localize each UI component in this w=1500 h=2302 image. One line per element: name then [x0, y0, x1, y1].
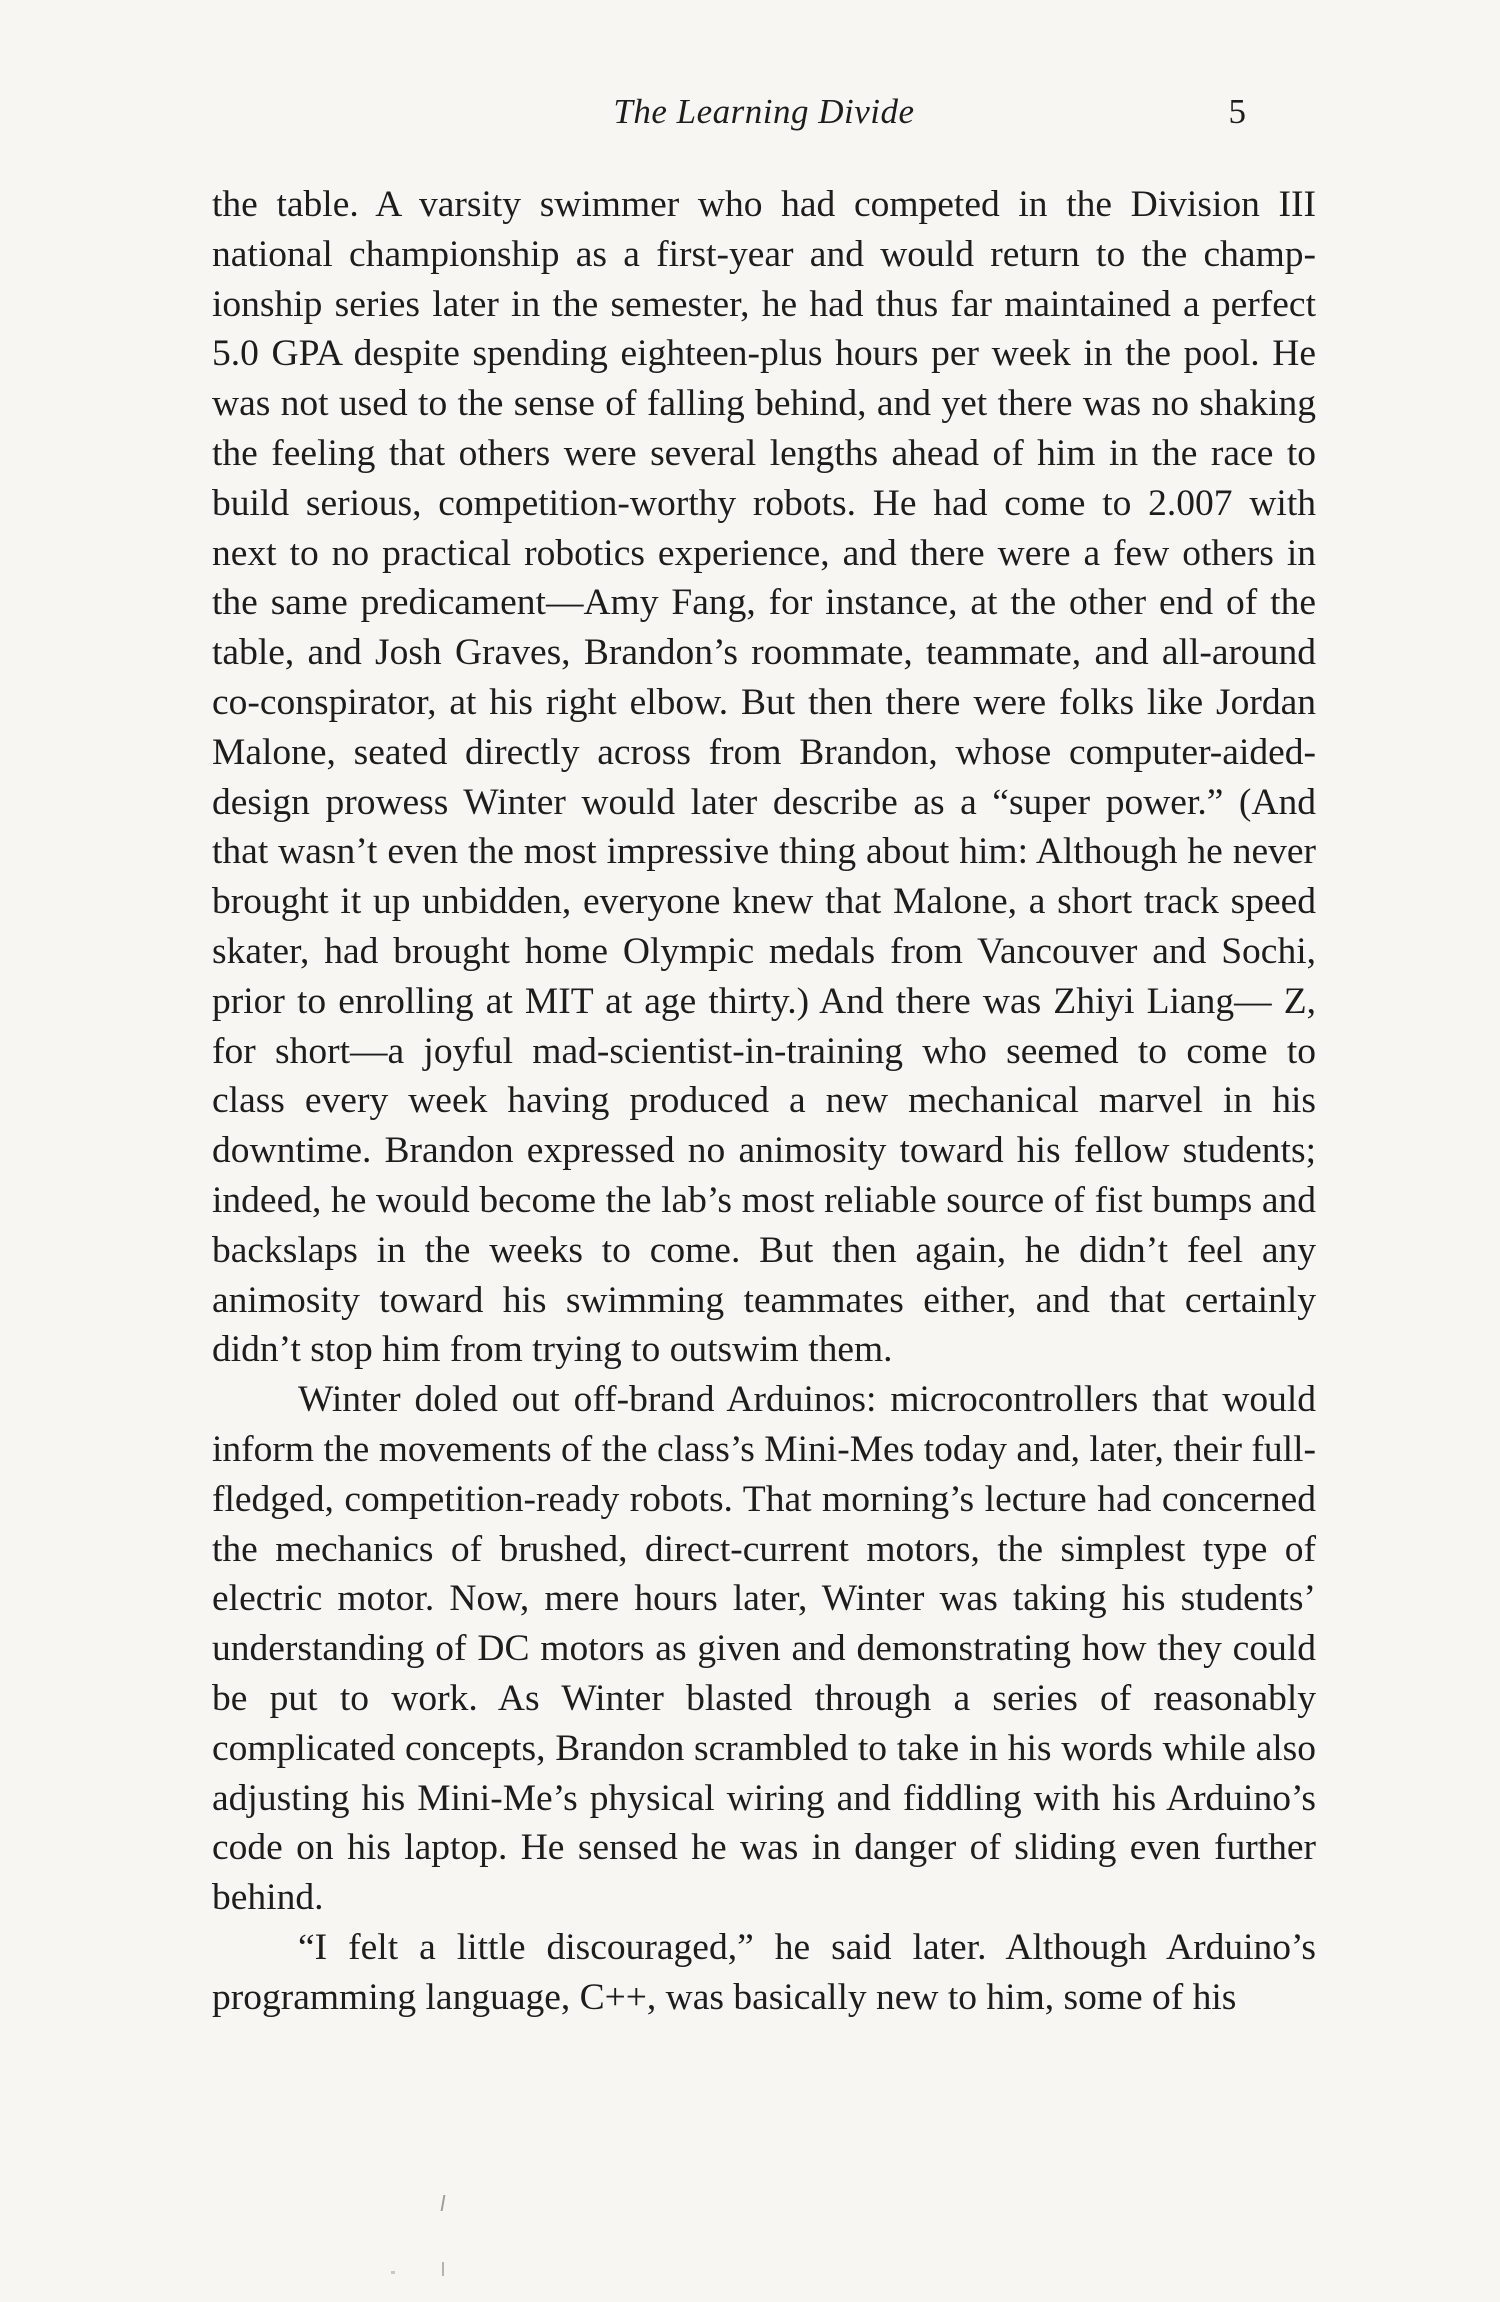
scan-mark [391, 2271, 395, 2274]
paragraph: Winter doled out off-brand Arduinos: microcontrollers that would inform the movements of the class’s Mini-Mes today and, later, their full-fledged, competition-ready robots. That morning’s lecture had concerned the mechanics of brushed, direct-current motors, the simplest type of electric motor. Now, mere hours later, Winter was taking his students’ understanding of DC motors as given and demonstrating how they could be put to work. As Winter blasted through a series of reasonably complicated concepts, Brandon scrambled to take in his words while also adjusting his Mini-Me’s physical wiring and fiddling with his Arduino’s code on his laptop. He sensed he was in danger of sliding even further behind. [212, 1379, 1316, 1919]
scan-mark [442, 2262, 444, 2276]
paragraph: the table. A varsity swimmer who had competed in the Division III national championship as a first-year and would return to the championship series later in the semester, he had thus far maintained a perfect 5.0 GPA despite spending eighteen-plus hours per week in the pool. He was not used to the sense of falling behind, and yet there was no shaking the feeling that others were several lengths ahead of him in the race to build serious, competition-worthy robots. He had come to 2.007 with next to no practical robotics experience, and there were a few others in the same predicament—Amy Fang, for instance, at the other end of the table, and Josh Graves, Brandon’s roommate, teammate, and all-around co-conspirator, at his right elbow. But then there were folks like Jordan Malone, seated directly across from Brandon, whose computer-aided-design prowess Winter would later describe as a “super power.” (And that wasn’t even the most impressive thing about him: Although he never brought it up unbidden, everyone knew that Malone, a short track speed skater, had brought home Olympic medals from Vancouver and Sochi, prior to enrolling at MIT at age thirty.) And there was Zhiyi Liang— Z, for short—a joyful mad-scientist-in-training who seemed to come to class every week having produced a new mechanical marvel in his downtime. Brandon expressed no animosity toward his fellow students; indeed, he would become the lab’s most reliable source of fist bumps and backslaps in the weeks to come. But then again, he didn’t feel any animosity toward his swimming teammates either, and that certainly didn’t stop him from trying to outswim them. [212, 184, 1316, 1371]
page-number: 5 [1228, 92, 1246, 131]
body-text [212, 180, 1316, 2022]
running-header [212, 92, 1316, 142]
scan-mark [441, 2195, 446, 2211]
paragraph: “I felt a little discouraged,” he said later. Although Arduino’s programming language, C++, was basically new to him, some of his [212, 1926, 1316, 2018]
running-title: The Learning Divide [613, 92, 915, 131]
